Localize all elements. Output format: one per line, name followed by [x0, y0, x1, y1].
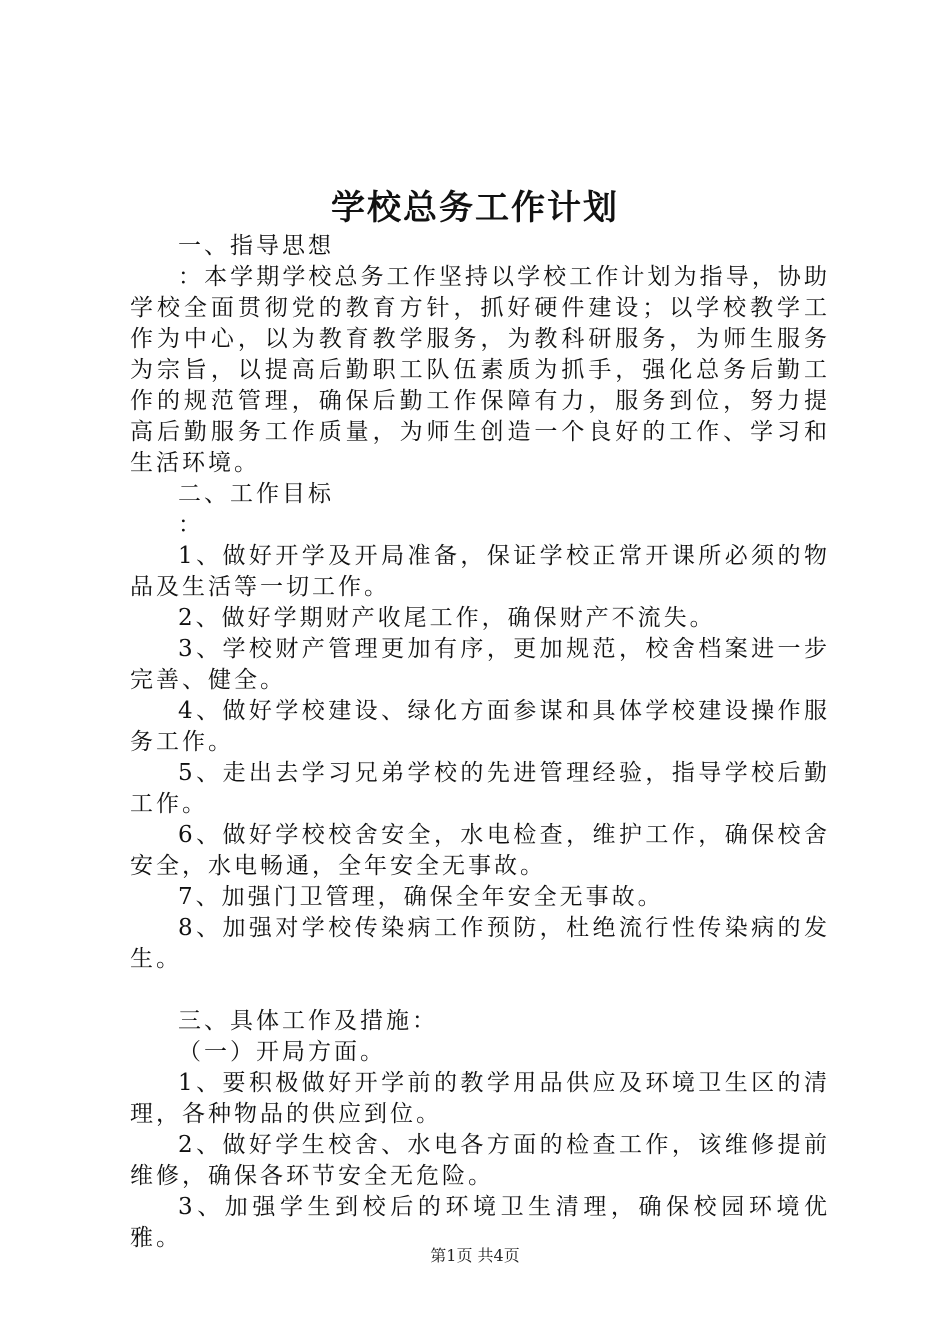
paragraph: 3、学校财产管理更加有序，更加规范，校舍档案进一步完善、健全。 [130, 636, 830, 693]
paragraph: 1、做好开学及开局准备，保证学校正常开课所必须的物品及生活等一切工作。 [130, 543, 830, 600]
paragraph: 3、加强学生到校后的环境卫生清理，确保校园环境优雅。 [130, 1194, 830, 1251]
paragraph: 一、指导思想 [178, 233, 334, 259]
page-footer: 第1页 共4页 [430, 1246, 520, 1265]
paragraph: 1、要积极做好开学前的教学用品供应及环境卫生区的清理，各种物品的供应到位。 [130, 1070, 830, 1127]
paragraph: 二、工作目标 [178, 481, 334, 507]
document-body [130, 231, 830, 1254]
paragraph: ： [178, 512, 204, 538]
paragraph: 2、做好学期财产收尾工作，确保财产不流失。 [178, 605, 716, 631]
paragraph: 2、做好学生校舍、水电各方面的检查工作，该维修提前维修，确保各环节安全无危险。 [130, 1132, 830, 1189]
blank-line [130, 975, 830, 1006]
paragraph: （一）开局方面。 [178, 1039, 386, 1065]
document-title: 学校总务工作计划 [331, 188, 619, 228]
paragraph: 8、加强对学校传染病工作预防，杜绝流行性传染病的发生。 [130, 915, 830, 972]
paragraph: 4、做好学校建设、绿化方面参谋和具体学校建设操作服务工作。 [130, 698, 830, 755]
paragraph: 7、加强门卫管理，确保全年安全无事故。 [178, 884, 664, 910]
paragraph: ：本学期学校总务工作坚持以学校工作计划为指导，协助学校全面贯彻党的教育方针，抓好硬件建设；以学校教学工作为中心，以为教育教学服务，为教科研服务，为师生服务为宗旨，以提高后勤职工队伍素质为抓手，强化总务后勤工作的规范管理，确保后勤工作保障有力，服务到位，努力提高后勤服务工作质量，为师生创造一个良好的工作、学习和生活环境。 [130, 264, 830, 476]
paragraph: 5、走出去学习兄弟学校的先进管理经验，指导学校后勤工作。 [130, 760, 830, 817]
paragraph: 三、具体工作及措施： [178, 1008, 438, 1034]
paragraph: 6、做好学校校舍安全，水电检查，维护工作，确保校舍安全，水电畅通，全年安全无事故。 [130, 822, 830, 879]
